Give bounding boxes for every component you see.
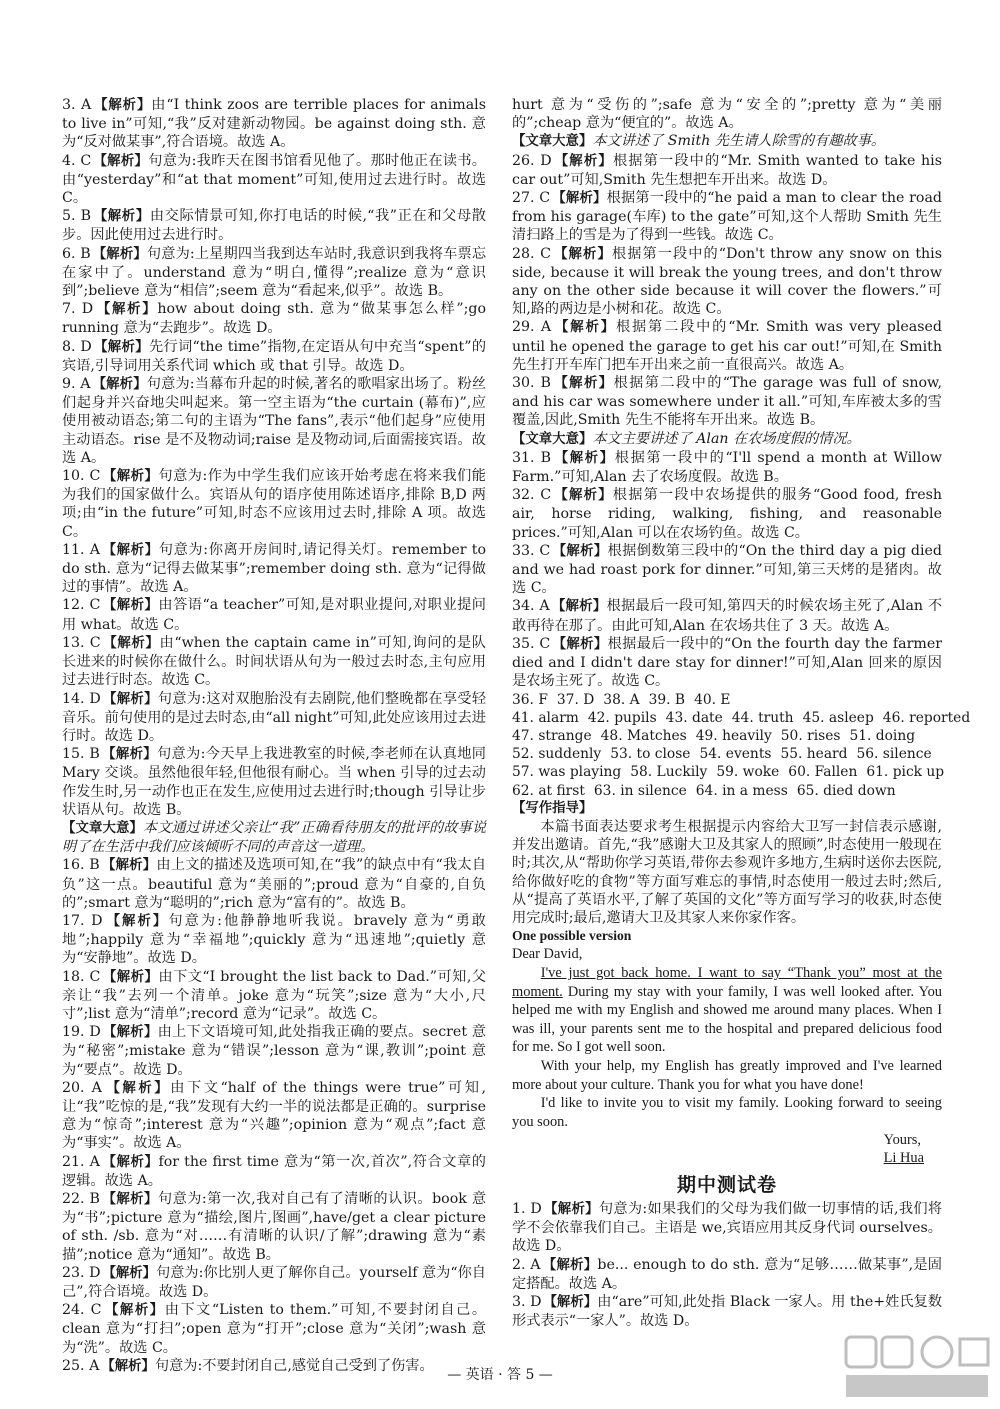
analysis-tag: 【解析】 (101, 542, 159, 558)
answer-entry (512, 597, 942, 634)
answer-entry (62, 596, 486, 633)
answer-number: 2. A (512, 1256, 541, 1273)
watermark-logo-icon (842, 1331, 992, 1403)
answer-item: 45. asleep (802, 709, 874, 726)
answer-item: 51. doing (849, 727, 916, 744)
answer-number: 16. B (62, 857, 100, 874)
analysis-text: 根据第一段中的“Mr. Smith wanted to take his car out”可知,Smith 先生想把车开出来。故选 D。 (512, 152, 943, 188)
sample-letter (512, 945, 942, 1131)
summary-text: 本文通过讲述父亲让“我”正确看待朋友的批评的故事说明了在生活中我们应该倾听不同的声音这一道理。 (62, 819, 487, 856)
answer-number: 14. D (62, 690, 101, 707)
analysis-text: 句意为:如果我们的父母为我们做一切事情的话,我们将学不会依靠我们自己。主语是 we,宾语应用其反身代词 ourselves。故选 D。 (512, 1200, 943, 1255)
analysis-tag: 【解析】 (93, 209, 150, 225)
analysis-text: how about doing sth. 意为“做某事怎么样”;go running 意为“去跑步”。故选 D。 (62, 301, 487, 337)
analysis-text: 根据最后一段可知,第四天的时候农场主死了,Alan 不敢再待在那了。由此可知,Alan 在农场共住了 3 天。故选 A。 (512, 598, 943, 634)
answer-number: 17. D (62, 912, 103, 929)
analysis-tag: 【解析】 (552, 376, 614, 392)
summary-tag: 【文章大意】 (62, 820, 143, 836)
left-column (62, 96, 486, 1376)
answer-item: 48. Matches (600, 727, 687, 744)
analysis-tag: 【解析】 (103, 1303, 165, 1319)
answer-item: 44. truth (731, 709, 794, 726)
answer-item: 58. Luckily (630, 764, 708, 781)
analysis-text: 由“are”可知,此处指 Black 一家人。用 the+姓氏复数形式表示“一家人”。故选 D。 (512, 1293, 943, 1330)
answer-entry (62, 745, 486, 819)
analysis-tag: 【解析】 (101, 858, 157, 874)
answer-entry (62, 690, 486, 746)
analysis-tag: 【解析】 (543, 1294, 598, 1310)
answer-item: 64. in a mess (695, 782, 788, 799)
answer-item: 43. date (665, 709, 723, 726)
summary-tag: 【文章大意】 (512, 431, 593, 447)
answer-entry (512, 1256, 942, 1293)
exam-answers (512, 1200, 942, 1330)
article-summary (512, 132, 942, 151)
answer-entry (512, 152, 942, 189)
answer-entry (512, 1293, 942, 1330)
answer-entry (512, 542, 942, 598)
answer-number: 31. B (512, 449, 552, 466)
page-footer: — 英语 · 答 5 — (447, 1367, 553, 1383)
analysis-text: 句意为:作为中学生我们应该开始考虑在将来我们能为我们的国家做什么。宾语从句的语序使用陈述语序,排除 B,D 两项;由“in the future”可知,时态不应该用过去时,排除 A 项。故选 C。 (62, 468, 486, 540)
summary-text: 本文主要讲述了 Alan 在农场度假的情况。 (592, 430, 861, 447)
answer-number: 1. D (512, 1200, 542, 1217)
exam-title: 期中测试卷 (676, 1173, 777, 1196)
analysis-tag: 【解析】 (102, 635, 160, 651)
analysis-tag: 【解析】 (92, 246, 147, 262)
analysis-text: 由上文的描述及选项可知,在“我”的缺点中有“我太自负”这一点。beautiful 意为“美丽的”;proud 意为“自豪的,自负的”;smart 意为“聪明的”;rich 意为“富有的”。故选 B。 (62, 857, 487, 911)
analysis-text: 句意为:你离开房间时,请记得关灯。remember to do sth. 意为“记得去做某事”;remember doing sth. 意为“记得做过的事情”。故选 A。 (62, 541, 486, 596)
analysis-text: 句意为:我昨天在图书馆看见他了。那时他正在读书。由“yesterday”和“at that moment”可知,使用过去进行时。故选 C。 (62, 152, 486, 207)
answer-item: 59. woke (716, 764, 780, 781)
answer-entry (62, 1023, 486, 1079)
answer-number: 23. D (62, 1264, 101, 1281)
answer-number: 6. B (62, 245, 91, 262)
answer-entry (62, 634, 486, 690)
answer-number: 25. A (62, 1357, 100, 1374)
letter-paragraph-1 (512, 964, 942, 1057)
analysis-text: 根据第一段中的“I'll spend a month at Willow Farm.”可知,Alan 去了农场度假。故选 B。 (512, 449, 943, 486)
answer-item: 55. heard (780, 746, 848, 763)
analysis-text: 句意为:你比别人更了解你自己。yourself 意为“你自己”,符合语境。故选 D。 (62, 1264, 486, 1300)
analysis-text: 由交际情景可知,你打电话的时候,“我”正在和父母散步。因此使用过去进行时。 (62, 208, 486, 244)
analysis-tag: 【解析】 (553, 153, 613, 169)
letter-paragraph-2: With your help, my English has greatly improved and I've learned more about your culture. Thank you for what you have done! (512, 1057, 942, 1093)
answer-entry (62, 96, 486, 152)
answer-number: 29. A (512, 319, 552, 336)
answer-number: 18. C (62, 968, 101, 985)
answer-number: 5. B (62, 208, 92, 225)
answer-entry (512, 189, 942, 245)
answer-item: 41. alarm (512, 709, 579, 726)
answer-entry (62, 1301, 486, 1357)
analysis-tag: 【解析】 (101, 1358, 155, 1374)
analysis-tag: 【解析】 (93, 339, 149, 355)
answer-number: 26. D (512, 152, 552, 169)
analysis-tag: 【解析】 (543, 1201, 599, 1217)
letter-signature (512, 1131, 942, 1167)
answer-entry (62, 1264, 486, 1301)
answer-entry (62, 1079, 486, 1153)
analysis-text: 句意为:当幕布升起的时候,著名的歌唱家出场了。粉丝们起身并兴奋地尖叫起来。第一空主语为“the curtain (幕布)”,应使用被动语态;第二句的主语为“The fans”,表示“他们起身”应使用主动语态。rise 是不及物动词;raise 是及物动词,后面需接宾语。故选 A。 (62, 376, 487, 466)
analysis-tag: 【解析】 (95, 302, 158, 318)
answer-number: 28. C (512, 245, 552, 262)
analysis-tag: 【解析】 (102, 1265, 157, 1281)
analysis-tag: 【解析】 (102, 1025, 158, 1041)
analysis-tag: 【解析】 (552, 636, 608, 652)
writing-guide: 本篇书面表达要求考生根据提示内容给大卫写一封信表示感谢,并发出邀请。首先,“我”感谢大卫及其家人的照顾”,时态使用一般现在时;其次,从“帮助你学习英语,带你去参观许多地方,生病时送你去医院,给你做好吃的食物”等方面写难忘的事情,时态使用一般过去时;然后,从“提高了英语水平,了解了英国的文化”等方面写学习的收获,时态使用完成时;最后,邀请大卫及其家人来你家作客。 (512, 818, 942, 926)
answer-item: 49. heavily (695, 727, 772, 744)
answer-entry (512, 449, 942, 486)
answer-number: 34. A (512, 598, 550, 615)
answer-item: 54. events (699, 746, 772, 763)
answer-row (512, 745, 942, 763)
analysis-text: 根据第二段中的“The garage was full of snow, and his car was somewhere under it all.”可知,车库被太多的雪覆盖,因此,Smith 先生不能将车开出来。故选 B。 (512, 375, 943, 429)
answer-entry (512, 374, 942, 430)
analysis-tag: 【解析】 (552, 543, 608, 559)
analysis-tag: 【解析】 (553, 488, 613, 504)
answer-number: 35. C (512, 635, 551, 652)
analysis-text: 句意为:今天早上我进教室的时候,李老师在认真地同 Mary 交谈。虽然他很年轻,但他很有耐心。当 when 引导的过去动作发生时,另一动作也正在发生,应使用过去进行时;though 引导让步状语从句。故选 B。 (62, 746, 486, 818)
letter-paragraph-3: I'd like to invite you to visit my family. Looking forward to seeing you soon. (512, 1095, 942, 1130)
answer-item: 56. silence (856, 746, 932, 763)
answer-number: 20. A (62, 1079, 102, 1096)
analysis-text: 根据第一段中农场提供的服务“Good food, fresh air, horse riding, walking, fishing, and reasonable prices.”可知,Alan 可以在农场钓鱼。故选 C。 (512, 487, 943, 541)
summary-text: 本文讲述了 Smith 先生请人除雪的有趣故事。 (592, 133, 886, 150)
answer-number: 24. C (62, 1302, 102, 1319)
answer-number: 8. D (62, 338, 92, 355)
answer-entry (62, 152, 486, 208)
summary-tag: 【文章大意】 (512, 134, 593, 150)
answer-entry (62, 207, 486, 244)
answer-item: 36. F (512, 691, 548, 708)
answer-continuation: hurt 意为“受伤的”;safe 意为“安全的”;pretty 意为“美丽的”;cheap 意为“便宜的”。故选 A。 (512, 97, 942, 132)
letter-salutation: Dear David, (512, 946, 583, 963)
analysis-text: 句意为:上星期四当我到达车站时,我意识到我将车票忘在家中了。understand 意为“明白,懂得”;realize 意为“意识到”;believe 意为“相信”;seem 意为“看起来,似乎”。故选 B。 (62, 245, 487, 300)
answer-entry (62, 912, 486, 968)
answer-item: 37. D (556, 691, 595, 708)
answer-item: 62. at first (512, 782, 585, 799)
analysis-tag: 【解析】 (101, 1154, 159, 1170)
answer-number: 21. A (62, 1153, 100, 1170)
analysis-tag: 【解析】 (93, 153, 149, 169)
answer-item: 47. strange (512, 727, 592, 744)
analysis-tag: 【解析】 (101, 747, 158, 763)
answer-entry (62, 856, 486, 912)
analysis-text: 由下文“Listen to them.”可知,不要封闭自己。clean 意为“打扫”;open 意为“打开”;close 意为“关闭”;wash 意为“洗”。故选 C。 (62, 1302, 487, 1356)
answer-item: 53. to close (610, 746, 691, 763)
answer-item: 38. A (603, 691, 640, 708)
answer-item: 52. suddenly (512, 746, 602, 763)
analysis-tag: 【解析】 (553, 320, 616, 336)
answer-number: 7. D (62, 301, 94, 318)
analysis-text: 句意为:不要封闭自己,感觉自己受到了伤害。 (154, 1357, 434, 1374)
analysis-text: 由上下文语境可知,此处指我正确的要点。secret 意为“秘密”;mistake 意为“错误”;lesson 意为“课,教训”;point 意为“要点”。故选 D。 (62, 1024, 486, 1078)
analysis-text: 根据最后一段中的“On the fourth day the farmer died and I didn't dare stay for dinner!”可知,Alan 回来的原因是农场主死了。故选 C。 (512, 635, 943, 690)
writing-section (512, 800, 942, 1168)
answer-number: 33. C (512, 542, 551, 559)
answer-number: 32. C (512, 487, 552, 504)
answer-entry (512, 635, 942, 691)
article-summary (62, 819, 486, 856)
letter-closing: Yours, (883, 1132, 921, 1149)
answer-entry (512, 486, 942, 542)
answer-entry (62, 541, 486, 597)
right-top-answers (512, 96, 942, 691)
answer-item: 65. died down (796, 782, 896, 799)
analysis-tag: 【解析】 (102, 691, 158, 707)
answer-entry (62, 245, 486, 301)
analysis-text: 句意为:这对双胞胎没有去剧院,他们整晚都在享受轻音乐。前句使用的是过去时态,由“all night”可知,此处应该用过去进行时。故选 D。 (62, 690, 487, 744)
analysis-text: 由“I think zoos are terrible places for animals to live in”可知,“我”反对建新动物园。be against doing sth. 意为“反对做某事”,符合语境。故选 A。 (62, 97, 487, 151)
analysis-tag: 【解析】 (102, 598, 159, 614)
analysis-tag: 【解析】 (553, 246, 612, 262)
answer-row (512, 727, 942, 745)
writing-heading: 【写作指导】 (512, 800, 593, 816)
answer-entry (62, 968, 486, 1024)
answer-number: 30. B (512, 375, 551, 392)
analysis-text: 由答语“a teacher”可知,是对职业提问,对职业提问用 what。故选 C。 (62, 597, 486, 633)
answer-row (512, 709, 971, 727)
answer-entry (512, 318, 942, 374)
answer-entry (512, 1200, 942, 1256)
answer-number: 19. D (62, 1024, 101, 1041)
analysis-text: 由下文“I brought the list back to Dad.”可知,父亲让“我”去列一个清单。joke 意为“玩笑”;size 意为“大小,尺寸”;list 意为“清单”;record 意为“记录”。故选 C。 (62, 968, 487, 1022)
answer-item: 39. B (648, 691, 686, 708)
analysis-text: 根据第一段中的“he paid a man to clear the road from his garage(车库) to the gate”可知,这个人帮助 Smith 先生清扫路上的雪是为了得到一些钱。故选 C。 (512, 190, 942, 244)
answer-item: 57. was playing (512, 764, 622, 781)
right-column (512, 96, 971, 1330)
analysis-tag: 【解析】 (551, 599, 607, 615)
letter-name: Li Hua (883, 1150, 924, 1167)
answer-item: 46. reported (882, 709, 971, 726)
answer-number: 11. A (62, 541, 100, 558)
analysis-tag: 【解析】 (553, 450, 615, 466)
answer-entry (62, 467, 486, 541)
analysis-text: be... enough to do sth. 意为“足够……做某事”,是固定搭配。故选 A。 (512, 1256, 942, 1292)
analysis-tag: 【解析】 (552, 191, 607, 207)
article-summary (512, 430, 942, 449)
answer-entry (62, 338, 486, 375)
answer-item: 40. E (694, 691, 731, 708)
answer-number: 13. C (62, 634, 101, 651)
answer-item: 50. rises (780, 727, 841, 744)
answer-number: 12. C (62, 597, 101, 614)
analysis-tag: 【解析】 (92, 377, 147, 393)
answer-key-rows (512, 691, 971, 800)
answer-entry (62, 375, 486, 467)
analysis-text: 句意为:第一次,我对自己有了清晰的认识。book 意为“书”;picture 意为“描绘,图片,图画”,have/get a clear picture of sth. /sb. 意为“对……有清晰的认识/了解”;drawing 意为“素描”;notice 意为“通知”。故选 B。 (62, 1190, 487, 1263)
analysis-text: 根据倒数第三段中的“On the third day a pig died and we had roast pork for dinner.”可知,第三天烤的是猪肉。故选 C。 (512, 542, 943, 597)
analysis-text: 句意为:他静静地听我说。bravely 意为“勇敢地”;happily 意为“幸福地”;quickly 意为“迅速地”;quietly 意为“安静地”。故选 D。 (62, 912, 486, 967)
analysis-text: 由“when the captain came in”可知,询问的是队长进来的时候你在做什么。时间状语从句为一般过去时态,主句应用过去进行时态。故选 C。 (62, 634, 486, 689)
answer-number: 10. C (62, 468, 101, 485)
answer-entry (62, 300, 486, 337)
answer-number: 22. B (62, 1190, 100, 1207)
answer-row (512, 782, 942, 800)
analysis-text: 根据第二段中的“Mr. Smith was very pleased until he opened the garage to get his car out!”可知,在 Smith 先生打开车库门把车开出来之前一直很高兴。故选 A。 (512, 319, 942, 373)
analysis-tag: 【解析】 (93, 98, 152, 113)
analysis-tag: 【解析】 (102, 469, 159, 485)
answer-item: 42. pupils (587, 709, 657, 726)
answer-item: 63. in silence (593, 782, 687, 799)
analysis-tag: 【解析】 (103, 1080, 171, 1096)
letter-underlined: I've just got back home. I want to say “Thank you” most at the moment. (512, 964, 942, 1000)
analysis-text: for the first time 意为“第一次,首次”,符合文章的逻辑。故选 A。 (62, 1153, 486, 1189)
version-label: One possible version (512, 928, 632, 944)
answer-number: 27. C (512, 190, 551, 207)
answer-item: 61. pick up (866, 764, 945, 781)
analysis-tag: 【解析】 (101, 1191, 158, 1207)
answer-row (512, 763, 945, 781)
answer-item: 60. Fallen (788, 764, 858, 781)
answer-number: 4. C (62, 152, 92, 169)
answer-entry (62, 1153, 486, 1190)
analysis-text: 先行词“the time”指物,在定语从句中充当“spent”的宾语,引导词用关系代词 which 或 that 引导。故选 D。 (62, 338, 487, 374)
analysis-text: 由下文“half of the things were true”可知,让“我”吃惊的是,“我”发现有大约一半的说法都是正确的。surprise 意为“惊奇”;interest 意为“兴趣”;opinion 意为“观点”;fact 意为“事实”。故选 A。 (62, 1079, 487, 1152)
answer-entry (512, 245, 942, 319)
letter-p1-rest: During my stay with your family, I was well looked after. You helped me with my English and showed me around many places. When I was ill, your parents sent me to the hospital and prepared delicious food for me. So I got well soon. (512, 983, 942, 1056)
answer-number: 9. A (62, 376, 91, 393)
analysis-text: 根据第一段中的“Don't throw any snow on this side, because it will break the young trees, and don't throw any on the other side because it will cover the flowers.”可知,路的两边是小树和花。故选 C。 (512, 245, 943, 318)
analysis-tag: 【解析】 (102, 969, 159, 985)
answer-number: 3. A (62, 97, 92, 113)
analysis-tag: 【解析】 (542, 1257, 598, 1273)
answer-number: 3. D (512, 1293, 542, 1310)
answer-entry (62, 1190, 486, 1264)
analysis-tag: 【解析】 (104, 913, 169, 929)
answer-row (512, 691, 942, 709)
answer-number: 15. B (62, 746, 100, 763)
